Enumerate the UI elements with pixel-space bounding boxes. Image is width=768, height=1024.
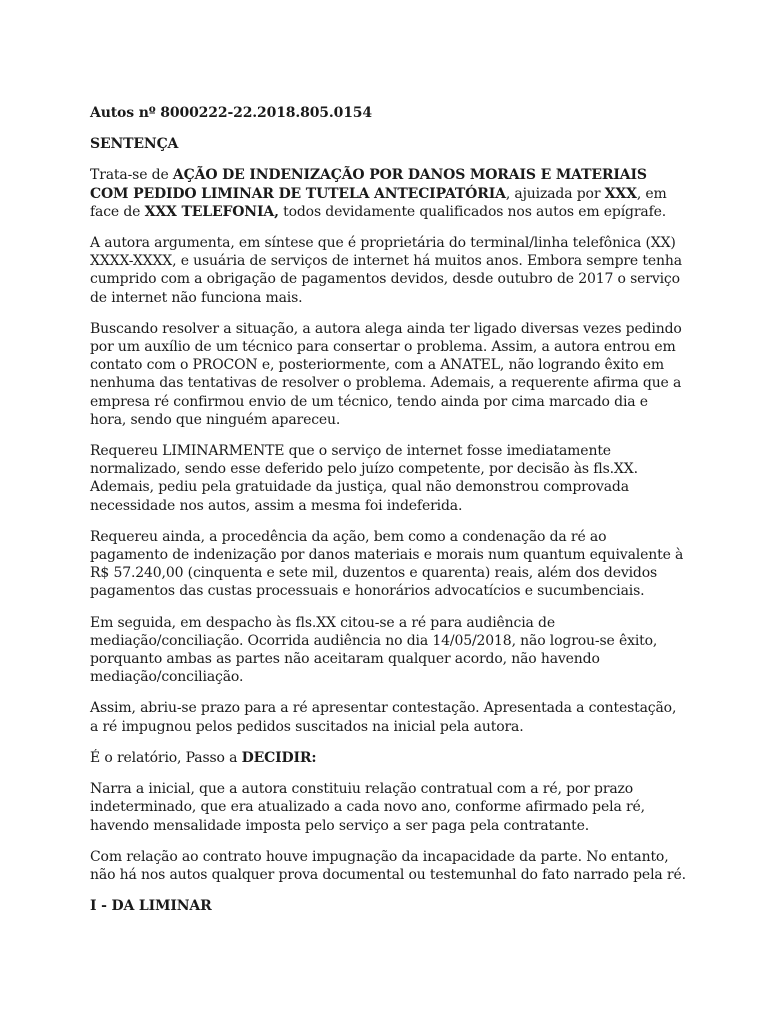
plaintiff-name: XXX [604,185,637,202]
paragraph-defense: Assim, abriu-se prazo para a ré apresentar contestação. Apresentada a contestação, a ré impugnou pelos pedidos suscitados na inicial pela autora. [90,700,677,735]
paragraph-intro [90,166,688,221]
text-segment: , ajuizada por [505,185,605,202]
paragraph-incapacity: Com relação ao contrato houve impugnação da incapacidade da parte. No entanto, não há nos autos qualquer prova documental ou testemunhal do fato narrado pela ré. [90,848,686,883]
action-type: AÇÃO DE INDENIZAÇÃO POR DANOS MORAIS E MATERIAIS COM PEDIDO LIMINAR DE TUTELA ANTECIPATÓRIA [90,167,647,202]
decide-label: DECIDIR: [241,749,317,766]
defendant-name: XXX TELEFONIA, [144,203,279,220]
paragraph-argument: A autora argumenta, em síntese que é proprietária do terminal/linha telefônica (XX) XXXX-XXXX, e usuária de serviços de internet há muitos anos. Embora sempre tenha cumprido com a obrigação de pagamentos devidos, desde outubro de 2017 o serviço de internet não funciona mais. [90,235,682,306]
text-segment: todos devidamente qualificados nos autos em epígrafe. [278,203,667,220]
case-number: Autos nº 8000222-22.2018.805.0154 [90,105,372,121]
paragraph-contract: Narra a inicial, que a autora constituiu relação contratual com a ré, por prazo indeterminado, que era atualizado a cada novo ano, conforme afirmado pela ré, havendo mensalidade imposta pelo serviço a ser paga pela contratante. [90,781,645,834]
paragraph-claims: Requereu ainda, a procedência da ação, bem como a condenação da ré ao pagamento de indenização por danos materiais e morais num quantum equivalente à R$ 57.240,00 (cinquenta e sete mil, duzentos e quarenta) reais, além dos devidos pagamentos das custas processuais e honorários advocatícios e sucumbenciais. [90,528,684,600]
section-title: I - DA LIMINAR [90,898,212,915]
text-segment: , em face de [90,185,667,220]
paragraph-hearing: Em seguida, em despacho às fls.XX citou-se a ré para audiência de mediação/conciliação. Ocorrida audiência no dia 14/05/2018, não logrou-se êxito, porquanto ambas as partes não aceitaram qualquer acordo, não havendo mediação/conciliação. [90,614,658,686]
document-type-title: SENTENÇA [90,136,179,153]
text-segment: Trata-se de [90,167,173,184]
paragraph-attempts: Buscando resolver a situação, a autora alega ainda ter ligado diversas vezes pedindo por um auxílio de um técnico para consertar o problema. Assim, a autora entrou em contato com o PROCON e, posteriormente, com a ANATEL, não logrando êxito em nenhuma das tentativas de resolver o problema. Ademais, a requerente afirma que a empresa ré confirmou envio de um técnico, tendo ainda por cima marcado dia e hora, sendo que ninguém apareceu. [90,320,682,428]
text-segment: É o relatório, Passo a [90,749,242,766]
paragraph-injunction-request: Requereu LIMINARMENTE que o serviço de internet fosse imediatamente normalizado, sendo esse deferido pelo juízo competente, por decisão às fls.XX. Ademais, pediu pela gratuidade da justiça, qual não demonstrou comprovada necessidade nos autos, assim a mesma foi indeferida. [90,443,638,514]
paragraph-report [90,749,688,767]
